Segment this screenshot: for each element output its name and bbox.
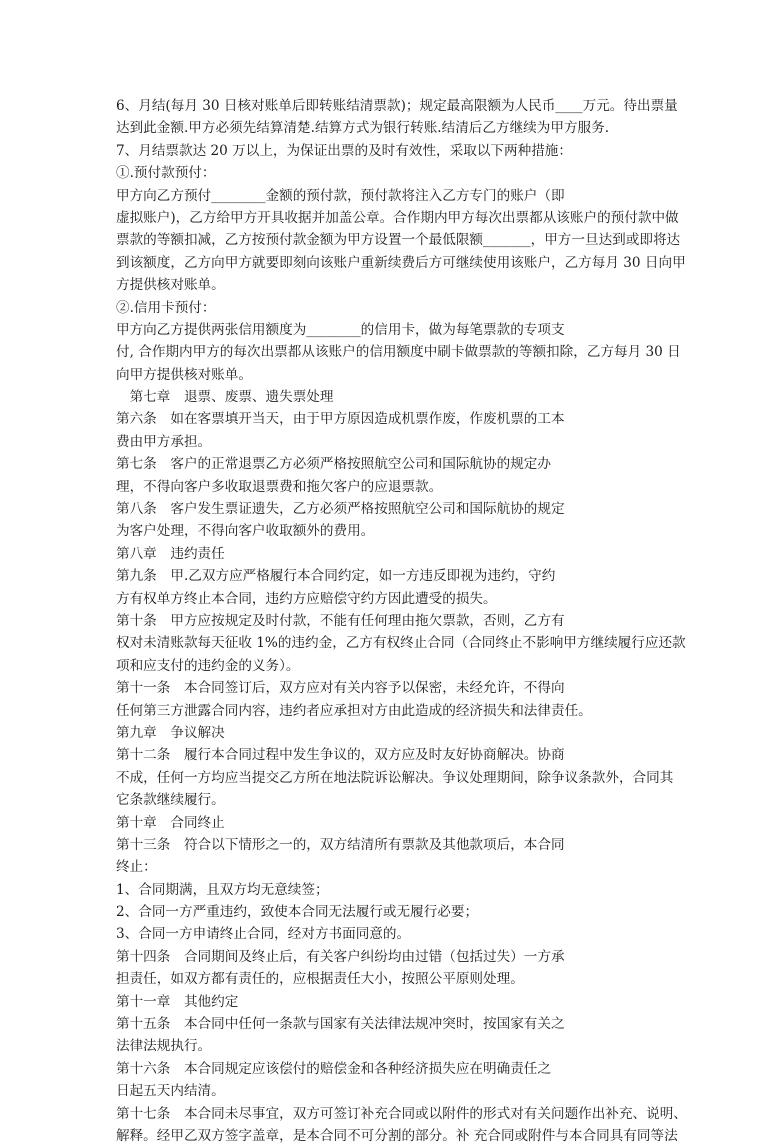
text-line: 日起五天内结清。 [116, 1083, 225, 1100]
list-item: 2、合同一方严重违约，致使本合同无法履行或无履行必要； [116, 904, 479, 921]
chapter-heading: 第十章 合同终止 [116, 814, 225, 831]
text-line: 第十五条 本合同中任何一条款与国家有关法律法规冲突时，按国家有关之 [116, 1016, 565, 1033]
text-line: 第十二条 履行本合同过程中发生争议的，双方应及时友好协商解决。协商 [116, 747, 565, 764]
text-line: 第十四条 合同期间及终止后，有关客户纠纷均由过错（包括过失）一方承 [116, 948, 565, 965]
document-body [116, 95, 687, 1147]
chapter-heading: 第七章 退票、废票、遗失票处理 [116, 389, 334, 406]
text-line: 6、月结(每月 30 日核对账单后即转账结清票款)；规定最高限额为人民币____万元。待出票量 [116, 98, 678, 114]
text-line: 任何第三方泄露合同内容，违约者应承担对方由此造成的经济损失和法律责任。 [116, 702, 592, 719]
text-line: 不成，任何一方均应当提交乙方所在地法院诉讼解决。争议处理期间，除争议条款外，合同其 [116, 769, 674, 786]
text-line: 第十七条 本合同未尽事宜，双方可签订补充合同或以附件的形式对有关问题作出补充、说明、 [116, 1105, 687, 1122]
text-line: 解释。经甲乙双方签字盖章，是本合同不可分割的部分。补 充合同或附件与本合同具有同等法 [116, 1127, 678, 1144]
text-line: 项和应支付的违约金的义务）。 [116, 657, 300, 674]
text-line: 终止： [116, 859, 157, 876]
text-line: 达到此金额.甲方必须先结算清楚.结算方式为银行转账.结清后乙方继续为甲方服务. [116, 120, 610, 137]
text-line: 第十条 甲方应按规定及时付款，不能有任何理由拖欠票款，否则，乙方有 [116, 612, 565, 629]
text-line: 法律法规执行。 [116, 1038, 212, 1055]
text-line: 第九条 甲.乙双方应严格履行本合同约定，如一方违反即视为违约，守约 [116, 568, 556, 585]
list-item: 3、合同一方申请终止合同，经对方书面同意的。 [116, 926, 411, 943]
chapter-heading: 第八章 违约责任 [116, 545, 225, 562]
text-line: 费由甲方承担。 [116, 433, 212, 450]
text-line: 第八条 客户发生票证遗失，乙方必须严格按照航空公司和国际航协的规定 [116, 501, 565, 518]
text-line: 第七条 客户的正常退票乙方必须严格按照航空公司和国际航协的规定办 [116, 456, 551, 473]
list-item: 1、合同期满，且双方均无意续签； [116, 881, 329, 898]
text-line: 付, 合作期内甲方的每次出票都从该账户的信用额度中刷卡做票款的等额扣除，乙方每月 30 日 [116, 344, 681, 361]
text-line: 虚拟账户)，乙方给甲方开具收据并加盖公章。合作期内甲方每次出票都从该账户的预付款中做 [116, 209, 679, 226]
text-line: ①.预付款预付： [116, 165, 216, 182]
text-line: 到该额度，乙方向甲方就要即刻向该账户重新续费后方可继续使用该账户，乙方每月 30 日向甲 [116, 254, 686, 271]
text-line: 第六条 如在客票填开当天，由于甲方原因造成机票作废，作废机票的工本 [116, 411, 565, 428]
text-line: 第十三条 符合以下情形之一的，双方结清所有票款及其他款项后，本合同 [116, 836, 565, 853]
text-line: 担责任，如双方都有责任的，应根据责任大小，按照公平原则处理。 [116, 971, 524, 988]
text-line: 甲方向乙方提供两张信用额度为________的信用卡，做为每笔票款的专项支 [116, 321, 565, 338]
text-line: 第十六条 本合同规定应该偿付的赔偿金和各种经济损失应在明确责任之 [116, 1060, 551, 1077]
text-line: 它条款继续履行。 [116, 792, 225, 809]
text-line: 第十一条 本合同签订后，双方应对有关内容予以保密，未经允许，不得向 [116, 680, 565, 697]
text-line: ②.信用卡预付： [116, 299, 216, 316]
text-line: 为客户处理，不得向客户收取额外的费用。 [116, 523, 375, 540]
text-line: 方有权单方终止本合同，违约方应赔偿守约方因此遭受的损失。 [116, 590, 497, 607]
text-line: 权对未清账款每天征收 1%的违约金，乙方有权终止合同（合同终止不影响甲方继续履行应还款 [116, 635, 686, 652]
text-line: 甲方向乙方预付________金额的预付款，预付款将注入乙方专门的账户（即 [116, 187, 565, 204]
text-line: 理，不得向客户多收取退票费和拖欠客户的应退票款。 [116, 478, 443, 495]
text-line: 方提供核对账单。 [116, 277, 225, 294]
chapter-heading: 第九章 争议解决 [116, 724, 225, 741]
text-line: 向甲方提供核对账单。 [116, 366, 252, 383]
text-line: 票款的等额扣减，乙方按预付款金额为甲方设置一个最低限额_______，甲方一旦达到或即将达 [116, 232, 681, 249]
text-line: 7、月结票款达 20 万以上，为保证出票的及时有效性，采取以下两种措施： [116, 142, 572, 159]
chapter-heading: 第十一章 其他约定 [116, 993, 239, 1010]
